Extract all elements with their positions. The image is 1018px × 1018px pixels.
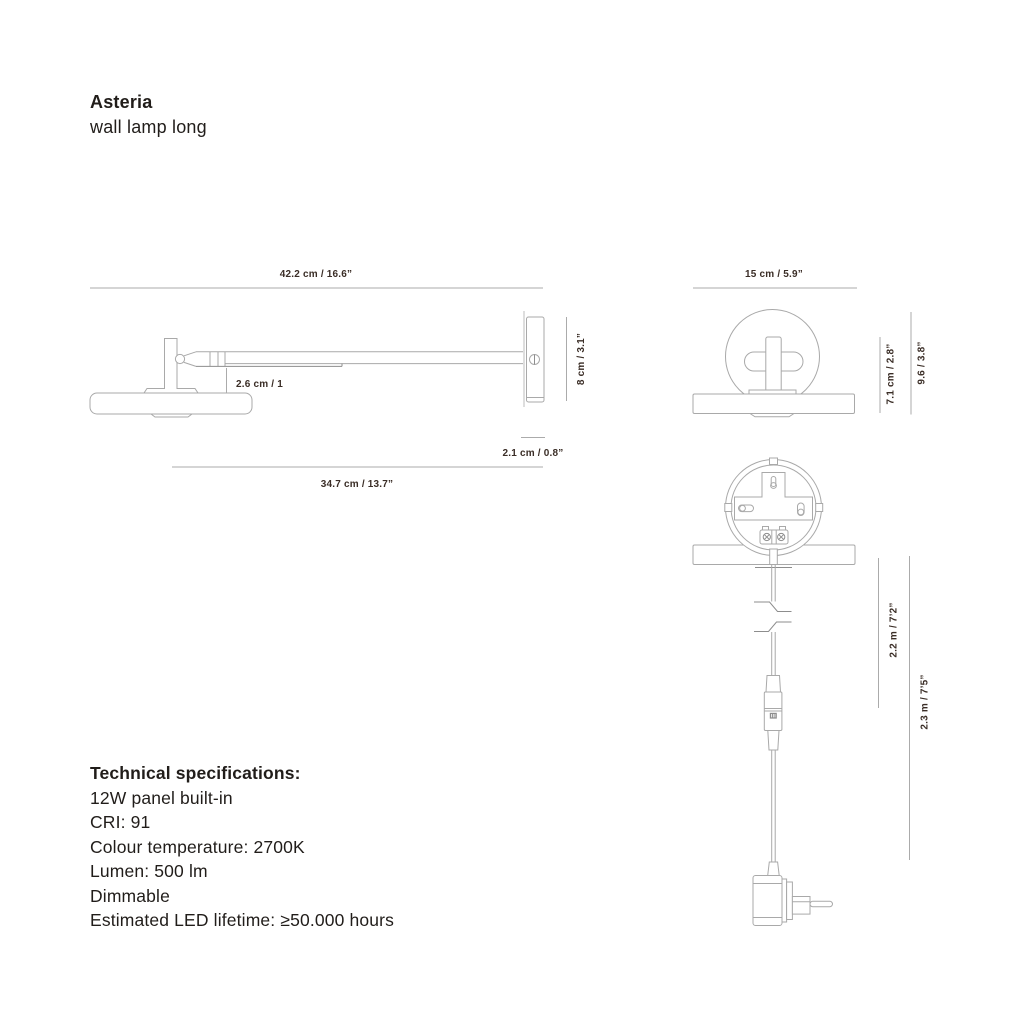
power-cord-middle — [772, 632, 776, 676]
ball-joint — [175, 354, 184, 363]
spec-lumen: Lumen: 500 lm — [90, 861, 208, 881]
side-view — [90, 269, 587, 490]
dimmer-top-connector — [766, 676, 781, 693]
lamp-head-side — [90, 393, 252, 414]
ring-tab-left — [725, 504, 732, 512]
spec-dimmable: Dimmable — [90, 885, 170, 906]
power-cord-upper — [772, 565, 776, 602]
technical-specifications — [90, 761, 394, 933]
product-name: Asteria — [90, 92, 153, 112]
dimension-label-side-total-width: 42.2 cm / 16.6” — [279, 269, 353, 280]
plug-flange-outer — [787, 882, 793, 920]
plug-pin — [810, 901, 833, 906]
cord-exit-stub — [770, 549, 778, 565]
back-view — [693, 458, 931, 926]
dimension-label-mount-length: 34.7 cm / 13.7” — [320, 479, 394, 490]
cord-break-mark-upper — [754, 602, 792, 612]
ring-tab-right — [816, 504, 823, 512]
ring-tab-top — [770, 458, 778, 465]
dimension-label-plate-depth: 2.1 cm / 0.8” — [502, 448, 564, 459]
terminal-box — [760, 530, 788, 544]
spec-cri: CRI: 91 — [90, 812, 151, 832]
plug-cord-connector — [768, 862, 780, 876]
dimension-label-cord-to-dimmer: 2.2 m / 7’2” — [888, 602, 900, 658]
dimension-label-plate-height: 8 cm / 3.1” — [576, 332, 587, 386]
spec-led-lifetime: Estimated LED lifetime: ≥50.000 hours — [90, 910, 395, 930]
spec-colour-temperature: Colour temperature: 2700K — [90, 836, 305, 857]
lamp-stem — [165, 339, 178, 390]
lamp-head-front — [693, 394, 855, 414]
front-view — [693, 269, 928, 417]
plug-flange-inner — [782, 879, 787, 922]
dimension-label-front-width: 15 cm / 5.9” — [745, 269, 803, 280]
dimension-label-front-inner-height: 7.1 cm / 2.8” — [885, 343, 897, 405]
arm-joint-lines — [210, 352, 225, 366]
dimension-label-front-total-height: 9.6 / 3.8” — [916, 341, 928, 385]
specs-heading: Technical specifications: — [90, 763, 301, 783]
plug-pin-housing — [792, 897, 810, 915]
stem-flange — [144, 389, 198, 394]
dimension-label-cord-total: 2.3 m / 7’5” — [919, 674, 931, 730]
dimmer-bottom-connector — [768, 731, 779, 751]
dimension-label-head-offset: 2.6 cm / 1 — [236, 379, 284, 390]
bracket-stem-front — [766, 337, 781, 392]
product-subtitle: wall lamp long — [90, 117, 207, 137]
power-cord-lower — [772, 750, 776, 862]
joint-cone — [184, 352, 196, 367]
cord-break-mark-lower — [754, 622, 792, 632]
spec-wattage: 12W panel built-in — [90, 787, 233, 808]
